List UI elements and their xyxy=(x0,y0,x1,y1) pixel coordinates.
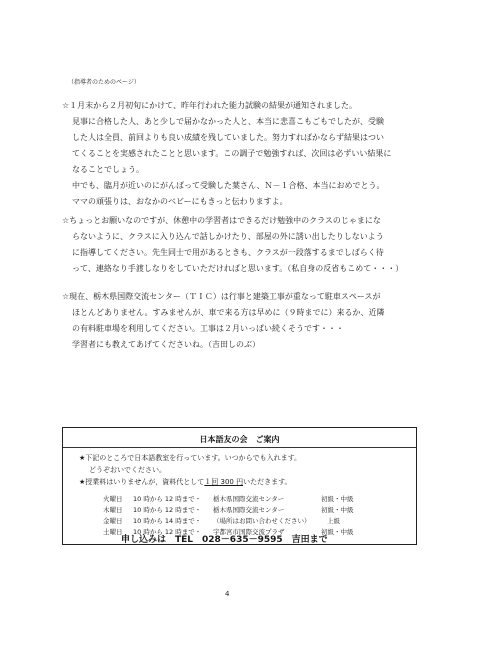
paragraph-line: ほとんどありません。すみませんが、車で来る方は早めに（９時までに）来るか、近隣 xyxy=(72,308,385,317)
intro-line: どうぞおいでください。 xyxy=(89,466,166,474)
paragraph-line: した人は全員、前回よりも良い成績を残していました。努力すればかならず結果はつい xyxy=(72,133,384,142)
divider xyxy=(63,447,416,448)
schedule-place: （場所はお問い合わせください） xyxy=(213,517,311,525)
schedule-level: 初級・中級 xyxy=(321,506,354,514)
fee-line xyxy=(79,476,409,489)
schedule-level: 初級・中級 xyxy=(321,528,354,536)
section-exam-results xyxy=(62,98,432,210)
schedule-day: 金曜日 xyxy=(103,517,123,525)
paragraph-line: らないように、クラスに入り込んで話しかけたり、部屋の外に誘い出したりしないよう xyxy=(72,232,384,241)
section-parking-notice xyxy=(62,289,432,353)
page-header-label: （指導者のためのページ） xyxy=(68,79,140,86)
schedule-time: 10 時から 14 時まで・ xyxy=(133,517,202,525)
paragraph-line: 見事に合格した人、あと少しで届かなかった人と、本当に悲喜こもごもでしたが、受験 xyxy=(72,117,384,126)
paragraph-line: の有料駐車場を利用してください。工事は２月いっぱい続くそうです・・・ xyxy=(72,324,344,333)
fee-amount: １回 300 円 xyxy=(204,478,244,486)
paragraph-line: ☆ちょっとお願いなのですが、休憩中の学習者はできるだけ勉強中のクラスのじゃまにな xyxy=(62,216,381,225)
info-box xyxy=(62,427,417,545)
intro-line: ★下記のところで日本語教室を行っています。いつからでも入れます。 xyxy=(79,454,302,462)
section-classroom-request xyxy=(62,213,432,277)
apply-contact: 申し込みは TEL 028－635－9595 吉田まで xyxy=(121,535,328,545)
paragraph-line: 学習者にも教えてあげてくださいね。（吉田しのぶ） xyxy=(72,340,260,349)
paragraph-line: ☆現在、栃木県国際交流センター（ＴＩＣ）は行事と建築工事が重なって駐車スペースが xyxy=(62,292,381,301)
paragraph-line: ☆１月末から２月初旬にかけて、昨年行われた能力試験の結果が通知されました。 xyxy=(62,101,358,110)
paragraph-line: ママの頑張りは、おなかのベビーにもきっと伝わりますよ。 xyxy=(72,197,288,206)
paragraph-line: なることでしょう。 xyxy=(72,165,144,174)
schedule-level: 初級・中級 xyxy=(321,495,354,503)
schedule-level: 上級 xyxy=(327,517,340,525)
paragraph-line: てくることを実感されたことと思います。この調子で勉強すれば、次回は必ずいい結果に xyxy=(72,149,392,158)
paragraph-line: 中でも、臨月が近いのにがんばって受験した葉さん、Ｎ－１合格、本当におめでとう。 xyxy=(72,181,385,190)
paragraph-line: って、連絡なり手渡しなりをしていただければと思います。（私自身の反省もこめて・・・） xyxy=(72,264,404,273)
schedule-time: 10 時から 12 時まで・ xyxy=(133,528,202,536)
schedule-day: 木曜日 xyxy=(103,506,123,514)
schedule-place: 栃木県国際交流センター xyxy=(213,506,285,514)
paragraph-line: に指導してください。先生同士で用があるときも、クラスが一段落するまでしばらく待 xyxy=(72,248,384,257)
fee-prefix: ★授業料はいりませんが，資料代として xyxy=(79,478,205,486)
schedule-time: 10 時から 12 時まで・ xyxy=(133,495,202,503)
schedule-place: 宇都宮市国際交流プラザ xyxy=(213,528,285,536)
info-box-title: 日本語友の会 ご案内 xyxy=(199,435,280,444)
page-number: 4 xyxy=(225,590,230,598)
fee-suffix: いただきます。 xyxy=(243,478,292,486)
schedule-place: 栃木県国際交流センター xyxy=(213,495,285,503)
schedule-day: 土曜日 xyxy=(103,528,123,536)
schedule-time: 10 時から 12 時まで・ xyxy=(133,506,202,514)
schedule-day: 火曜日 xyxy=(103,495,123,503)
